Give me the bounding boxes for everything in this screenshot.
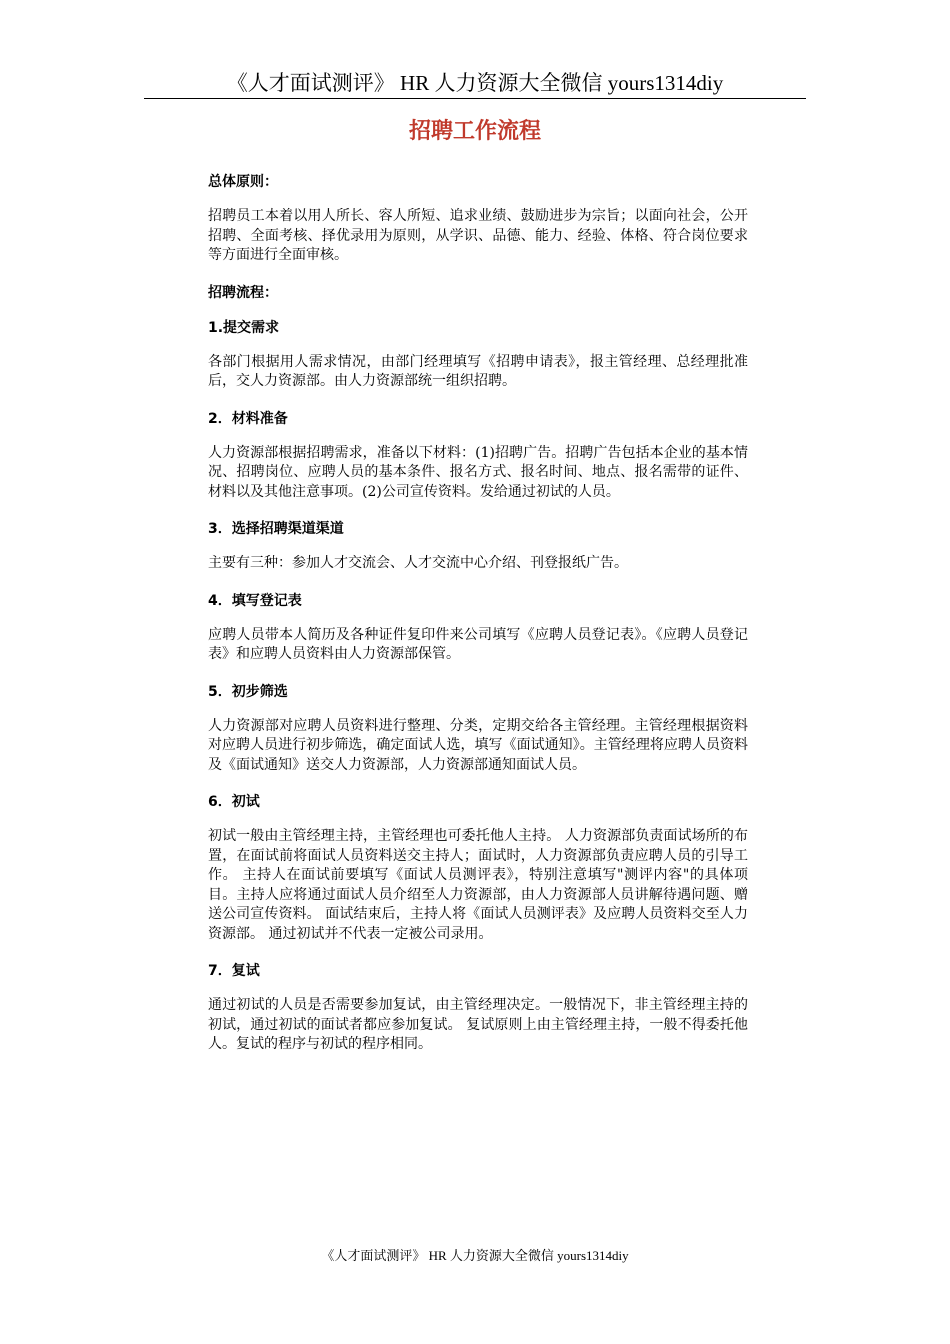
document-body [208, 172, 748, 1055]
section-heading-process: 招聘流程： [208, 284, 278, 301]
step-body-5: 人力资源部对应聘人员资料进行整理、分类，定期交给各主管经理。主管经理根据资料对应聘人员进行初步筛选，确定面试人选，填写《面试通知》。主管经理将应聘人员资料及《面试通知》送交人力资源部，人力资源部通知面试人员。 [208, 717, 748, 773]
step-body-3: 主要有三种：参加人才交流会、人才交流中心介绍、刊登报纸广告。 [208, 555, 628, 571]
document-title: 招聘工作流程 [408, 119, 541, 144]
page-header: 《人才面试测评》 HR 人力资源大全微信 yours1314diy [226, 71, 724, 95]
section-body-principles: 招聘员工本着以用人所长、容人所短、追求业绩、鼓励进步为宗旨；以面向社会，公开招聘、全面考核、择优录用为原则，从学识、品德、能力、经验、体格、符合岗位要求等方面进行全面审核。 [208, 208, 748, 263]
step-heading-2: 2．材料准备 [208, 410, 288, 427]
step-heading-5: 5．初步筛选 [208, 683, 288, 700]
step-heading-6: 6．初试 [208, 794, 260, 810]
header-rule [144, 98, 806, 99]
step-heading-7: 7．复试 [208, 963, 260, 979]
step-body-6: 初试一般由主管经理主持，主管经理也可委托他人主持。 人力资源部负责面试场所的布置，在面试前将面试人员资料送交主持人；面试时，人力资源部负责应聘人员的引导工作。 主持人在面试前要填写《面试人员测评表》，特别注意填写"测评内容"的具体项目。主持人应将通过面试人员介绍至人力资源部，由人力资源部人员讲解待遇问题、赠送公司宣传资料。 面试结束后，主持人将《面试人员测评表》及应聘人员资料交至人力资源部。 通过初试并不代表一定被公司录用。 [208, 828, 748, 942]
page-footer: 《人才面试测评》 HR 人力资源大全微信 yours1314diy [321, 1248, 629, 1263]
step-heading-3: 3．选择招聘渠道渠道 [208, 521, 344, 537]
step-body-2: 人力资源部根据招聘需求，准备以下材料：(1)招聘广告。招聘广告包括本企业的基本情况、招聘岗位、应聘人员的基本条件、报名方式、报名时间、地点、报名需带的证件、材料以及其他注意事项。(2)公司宣传资料。发给通过初试的人员。 [208, 444, 748, 500]
step-body-7: 通过初试的人员是否需要参加复试，由主管经理决定。一般情况下，非主管经理主持的初试，通过初试的面试者都应参加复试。 复试原则上由主管经理主持，一般不得委托他人。复试的程序与初试的程序相同。 [208, 997, 748, 1052]
section-heading-principles: 总体原则： [208, 174, 278, 190]
step-body-4: 应聘人员带本人简历及各种证件复印件来公司填写《应聘人员登记表》。《应聘人员登记表》和应聘人员资料由人力资源部保管。 [208, 626, 748, 662]
step-heading-1: 1.提交需求 [208, 319, 280, 336]
step-body-1: 各部门根据用人需求情况，由部门经理填写《招聘申请表》，报主管经理、总经理批准后，交人力资源部。由人力资源部统一组织招聘。 [208, 353, 748, 389]
step-heading-4: 4．填写登记表 [208, 592, 302, 609]
